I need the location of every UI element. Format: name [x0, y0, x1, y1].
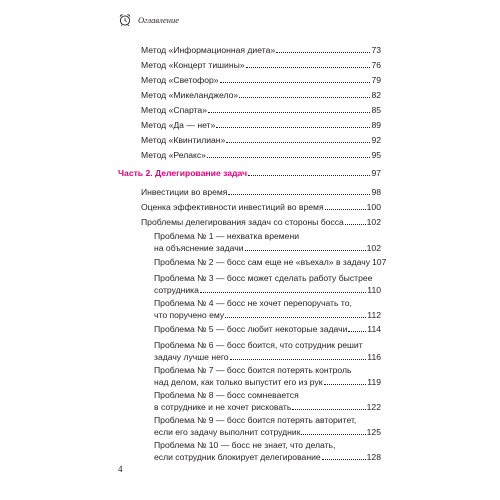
toc-entry-page: 95 — [371, 150, 381, 160]
leader-dots — [276, 52, 370, 53]
toc-subentry-page: 102 — [366, 243, 381, 253]
toc-subentry-line2: что поручено ему — [154, 310, 225, 320]
leader-dots — [325, 209, 366, 210]
toc-subentry-page: 125 — [366, 427, 381, 437]
toc-subentry-line1: Проблема № 10 — босс не знает, что делать, — [154, 440, 336, 450]
toc-subentry-line1: Проблема № 1 — нехватка времени — [154, 231, 299, 241]
leader-dots — [292, 409, 365, 410]
toc-subentry-page: 122 — [366, 402, 381, 412]
leader-dots — [239, 97, 370, 98]
leader-dots — [207, 157, 371, 158]
toc-part-page: 97 — [371, 168, 381, 178]
toc-entry-page: 92 — [371, 135, 381, 145]
leader-dots — [245, 250, 366, 251]
toc-entry[interactable] — [141, 201, 381, 213]
toc-subentry-line1: Проблема № 5 — босс любит некоторые задачи — [154, 324, 348, 334]
toc-subentry-page: 112 — [367, 310, 381, 320]
toc-subentry[interactable] — [154, 389, 381, 413]
toc-subentry[interactable] — [154, 272, 381, 296]
toc-subentry-line2: в сотруднике и не хочет рисковать — [154, 402, 292, 412]
toc-entry-page: 79 — [371, 75, 381, 85]
toc-subentry[interactable] — [154, 414, 381, 438]
toc-entry-page: 85 — [371, 105, 381, 115]
leader-dots — [230, 359, 367, 360]
toc-entry-title: Оценка эффективности инвестиций во время — [141, 202, 324, 212]
toc-entry[interactable] — [141, 134, 381, 146]
toc-entry[interactable] — [141, 59, 381, 71]
toc-subentry-page: 110 — [367, 285, 381, 295]
toc-subentry-page: 116 — [367, 352, 381, 362]
leader-dots — [216, 127, 370, 128]
toc-subentry-line2: над делом, как только выпустит его из рук — [154, 377, 323, 387]
running-header — [118, 12, 179, 28]
toc-entry-title: Проблемы делегирования задач со стороны босса — [141, 217, 344, 227]
leader-dots — [200, 292, 366, 293]
leader-dots — [345, 224, 366, 225]
toc-subentry-page: 128 — [366, 452, 381, 462]
leader-dots — [246, 67, 371, 68]
toc-subentry-line1: Проблема № 2 — босс сам еще не «въехал» в задачу — [154, 257, 371, 267]
toc-subentry[interactable] — [154, 256, 387, 268]
toc-entry-title: Метод «Квинтилиан» — [141, 135, 226, 145]
toc-entry-title: Метод «Микеланджело» — [141, 90, 239, 100]
toc-subentry-line1: Проблема № 4 — босс не хочет перепоручать то, — [154, 298, 352, 308]
toc-entry[interactable] — [141, 89, 381, 101]
toc-subentry-line1: Проблема № 7 — босс боится потерять контроль — [154, 365, 352, 375]
toc-subentry-line1: Проблема № 9 — босс боится потерять авторитет, — [154, 415, 357, 425]
alarm-clock-icon — [118, 13, 132, 27]
toc-entry-title: Инвестиции во время — [141, 187, 228, 197]
toc-subentry-line2: задачу лучше него — [154, 352, 229, 362]
toc-subentry[interactable] — [154, 339, 381, 363]
toc-entry-page: 89 — [371, 120, 381, 130]
toc-subentry-line1: Проблема № 6 — босс боится, что сотрудник решит — [154, 340, 363, 350]
toc-entry[interactable] — [141, 216, 381, 228]
toc-subentry-line2: если сотрудник блокирует делегирование — [154, 452, 321, 462]
toc-subentry-line1: Проблема № 8 — босс сомневается — [154, 390, 299, 400]
toc-subentry-page: 107 — [372, 257, 387, 267]
toc-subentry-line2: сотрудника — [154, 285, 199, 295]
toc-entry-title: Метод «Концерт тишины» — [141, 60, 245, 70]
leader-dots — [348, 331, 366, 332]
toc-entry-page: 82 — [371, 90, 381, 100]
toc-entry-title: Метод «Релакс» — [141, 150, 206, 160]
leader-dots — [225, 317, 366, 318]
leader-dots — [226, 142, 370, 143]
toc-subentry-page: 114 — [367, 324, 381, 334]
leader-dots — [228, 194, 370, 195]
toc-entry-page: 98 — [371, 187, 381, 197]
toc-subentry[interactable] — [154, 439, 381, 463]
leader-dots — [208, 112, 370, 113]
toc-entry[interactable] — [141, 44, 381, 56]
toc-entry[interactable] — [141, 149, 381, 161]
leader-dots — [324, 384, 367, 385]
page-number: 4 — [118, 464, 123, 474]
toc-entry[interactable] — [141, 119, 381, 131]
toc-entry[interactable] — [141, 186, 381, 198]
toc-entry-title: Метод «Светофор» — [141, 75, 219, 85]
toc-subentry-line2: если его задачу выполнит сотрудник — [154, 427, 301, 437]
toc-entry-page: 100 — [366, 202, 381, 212]
toc-subentry[interactable] — [154, 297, 381, 321]
leader-dots — [301, 434, 365, 435]
toc-entry-title: Метод «Спарта» — [141, 105, 207, 115]
toc-entry[interactable] — [141, 74, 381, 86]
toc-subentry[interactable] — [154, 323, 381, 335]
toc-entry-page: 76 — [371, 60, 381, 70]
leader-dots — [248, 175, 370, 176]
toc-subentry[interactable] — [154, 364, 381, 388]
toc-entry-title: Метод «Информационная диета» — [141, 45, 276, 55]
toc-subentry-line2: на объяснение задачи — [154, 243, 244, 253]
toc-subentry[interactable] — [154, 230, 381, 254]
toc-part-heading[interactable] — [118, 167, 381, 179]
header-title: Оглавление — [138, 15, 180, 25]
toc-entry-title: Метод «Да — нет» — [141, 120, 216, 130]
toc-entry[interactable] — [141, 104, 381, 116]
toc-part-title: Часть 2. Делегирование задач — [118, 168, 248, 178]
toc-subentry-line1: Проблема № 3 — босс может сделать работу быстрее — [154, 273, 373, 283]
leader-dots — [322, 459, 366, 460]
toc-entry-page: 102 — [366, 217, 381, 227]
toc-subentry-page: 119 — [367, 377, 381, 387]
toc-entry-page: 73 — [371, 45, 381, 55]
leader-dots — [220, 82, 371, 83]
